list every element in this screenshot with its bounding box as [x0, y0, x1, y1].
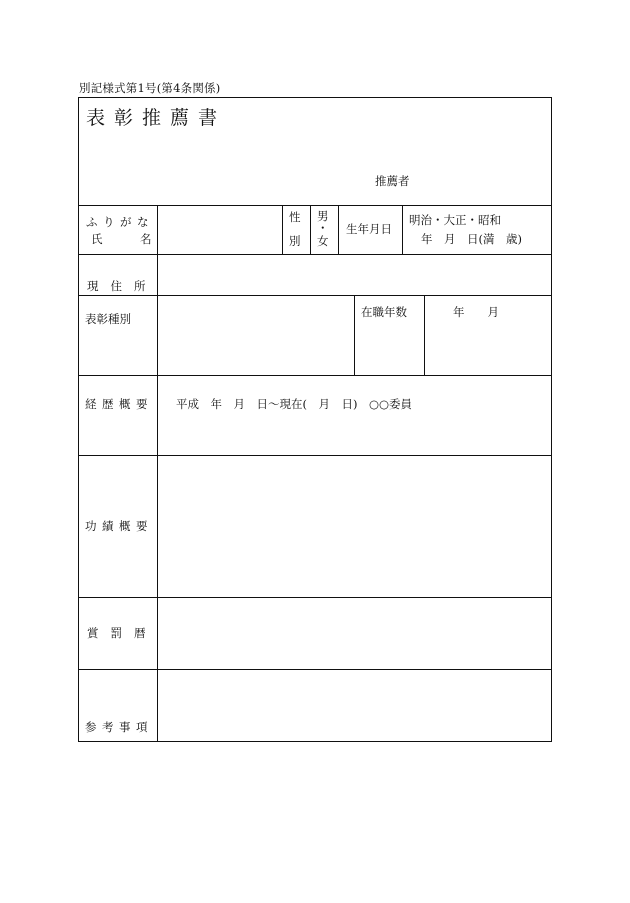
rewards-field[interactable]: [159, 599, 549, 668]
sex-option-male[interactable]: 男: [317, 209, 329, 223]
sex-option-separator: ・: [317, 221, 329, 235]
divider-sex-options: [310, 205, 311, 255]
form-caption: 別記様式第1号(第4条関係): [79, 81, 221, 95]
form-title: 表彰推薦書: [86, 107, 227, 129]
achievements-label: 功績概要: [85, 519, 153, 533]
border-bottom: [78, 741, 552, 742]
career-label: 経歴概要: [85, 397, 153, 411]
sex-label-top: 性: [289, 210, 301, 224]
divider-tenure-value: [424, 295, 425, 375]
birthdate-format[interactable]: 年 月 日(満 歳): [421, 232, 522, 246]
name-label-first: 氏: [91, 232, 103, 246]
divider-name: [78, 254, 552, 255]
birthdate-label: 生年月日: [346, 222, 392, 236]
tenure-value[interactable]: 年 月: [453, 305, 499, 319]
award-type-label: 表彰種別: [85, 312, 131, 326]
career-template[interactable]: 平成 年 月 日～現在( 月 日) ○○委員: [176, 397, 413, 411]
divider-before-sex: [282, 205, 283, 255]
name-label-second: 名: [140, 232, 152, 246]
era-options[interactable]: 明治・大正・昭和: [409, 213, 501, 227]
address-label: 現住所: [87, 279, 158, 293]
remarks-field[interactable]: [159, 671, 549, 740]
border-top: [78, 97, 552, 98]
divider-birthdate-value: [402, 205, 403, 255]
furigana-label: ふりがな: [86, 215, 154, 229]
divider-award: [78, 375, 552, 376]
tenure-label: 在職年数: [361, 305, 407, 319]
remarks-label: 参考事項: [85, 720, 153, 734]
address-field[interactable]: [159, 257, 549, 294]
award-type-field[interactable]: [159, 297, 352, 374]
achievements-field[interactable]: [159, 457, 549, 596]
recommendation-form: [78, 97, 552, 742]
rewards-label: 賞罰暦: [87, 626, 158, 640]
divider-birthdate-label: [338, 205, 339, 255]
sex-label-bottom: 別: [289, 234, 301, 248]
sex-option-female[interactable]: 女: [317, 234, 329, 248]
divider-title: [78, 205, 552, 206]
border-left: [78, 97, 79, 742]
divider-tenure-label: [354, 295, 355, 375]
name-field[interactable]: [159, 207, 281, 253]
border-right: [551, 97, 552, 742]
recommender-label: 推薦者: [375, 174, 410, 188]
